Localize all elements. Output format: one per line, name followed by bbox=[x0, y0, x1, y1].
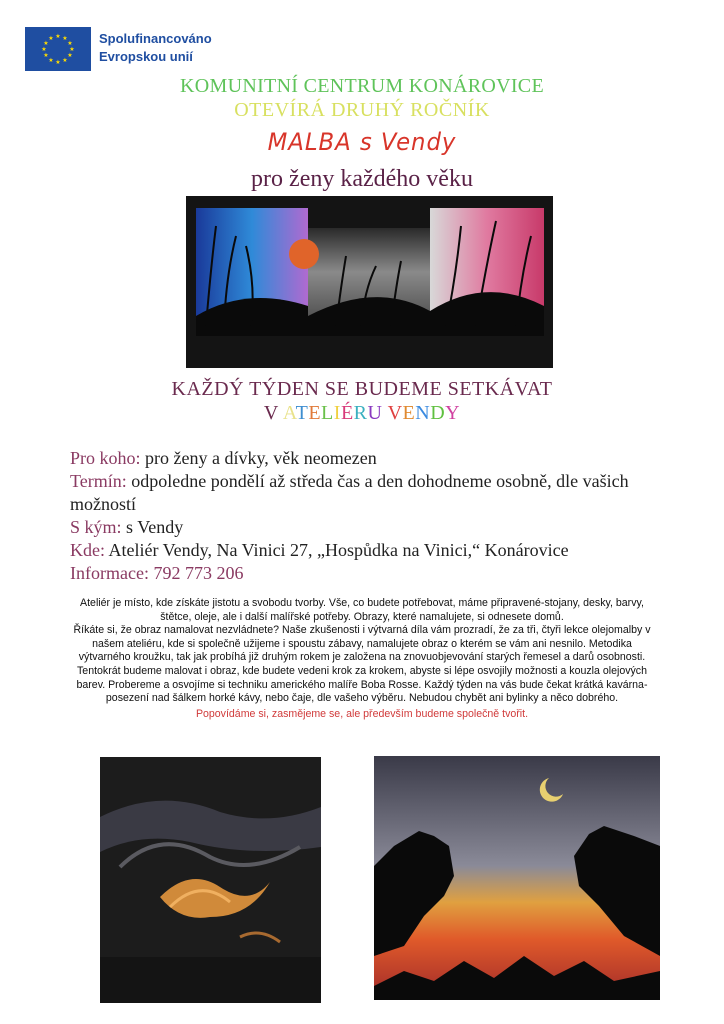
info-label: S kým: bbox=[70, 517, 122, 537]
info-row-with-whom bbox=[70, 516, 690, 539]
heading-letter: Y bbox=[445, 402, 461, 424]
heading-letter: V bbox=[263, 402, 279, 424]
eu-logo bbox=[25, 27, 212, 71]
description-paragraph-2: Říkáte si, že obraz namalovat nezvládnete? Naše zkušenosti i výtvarná díla vám prozradí, že za tři, čtyři lekce olejomalby v našem ateliéru, kde si společně užijeme i spoustu zábavy, namalujete obraz o kterém se vám ani nesnilo. Metodika výtvarného kroužku, tak jak probíhá již druhým rokem je založena na znovuobjevování starých řemesel a darů osobnosti. bbox=[73, 624, 651, 664]
info-row-term bbox=[70, 470, 690, 516]
heading-letter: T bbox=[295, 402, 309, 424]
info-row-for-whom bbox=[70, 447, 690, 470]
svg-text:★: ★ bbox=[62, 57, 68, 64]
organizer-title: KOMUNITNÍ CENTRUM KONÁROVICE bbox=[180, 75, 544, 97]
eu-flag-icon bbox=[25, 27, 91, 71]
eu-line-1: Spolufinancováno bbox=[99, 31, 212, 46]
heading-letter: U bbox=[367, 402, 383, 424]
svg-text:★: ★ bbox=[67, 52, 73, 59]
info-row-contact bbox=[70, 562, 690, 585]
description-paragraph-3: Tentokrát budeme malovat i obraz, kde budete vedeni krok za krokem, abyste si lépe osvojily možnosti a kouzla olejových barev. Probereme a osvojíme si techniku amerického malíře Boba Rosse. Každý týden na vás bude čekat krátká kavárna- posezení nad šálkem horké kávy, nebo čaje, dle vašeho výběru. Nebudou chybět ani bylinky a něco dobrého. bbox=[76, 664, 648, 705]
description bbox=[72, 597, 652, 721]
course-title: MALBA s Vendy bbox=[267, 128, 457, 156]
heading-letter: N bbox=[415, 402, 431, 424]
heading-letter: É bbox=[340, 402, 354, 424]
heading-letter: A bbox=[282, 402, 296, 424]
heading-letter: E bbox=[308, 402, 322, 424]
description-closing: Popovídáme si, zasmějeme se, ale především budeme společně tvořit. bbox=[195, 707, 529, 720]
svg-text:★: ★ bbox=[55, 33, 61, 40]
heading-letter: D bbox=[430, 402, 446, 424]
info-value: s Vendy bbox=[121, 517, 184, 537]
info-block bbox=[70, 447, 690, 585]
painting-horses-image bbox=[374, 756, 660, 1000]
subtitle: OTEVÍRÁ DRUHÝ ROČNÍK bbox=[234, 99, 490, 121]
info-label: Pro koho: bbox=[70, 448, 141, 468]
svg-text:★: ★ bbox=[62, 35, 68, 42]
info-value: Ateliér Vendy, Na Vinici 27, „Hospůdka na Vinici,“ Konárovice bbox=[105, 540, 569, 560]
svg-text:★: ★ bbox=[43, 52, 49, 59]
heading-letter: E bbox=[402, 402, 416, 424]
svg-text:★: ★ bbox=[48, 57, 54, 64]
heading-letter: L bbox=[321, 402, 334, 424]
painting-landscape-image bbox=[100, 757, 321, 1003]
heading-letter: I bbox=[333, 402, 341, 424]
description-paragraph-1: Ateliér je místo, kde získáte jistotu a svobodu tvorby. Vše, co budete potřebovat, máme připravené-stojany, desky, barvy, štětce, oleje, ale i další malířské potřeby. Obrazy, které namalujete, si odnesete domů. bbox=[80, 597, 644, 623]
heading-letter: V bbox=[387, 402, 403, 424]
audience-title: pro ženy každého věku bbox=[251, 166, 473, 192]
info-label: Informace: bbox=[70, 563, 149, 583]
eu-line-2: Evropskou unií bbox=[99, 49, 193, 64]
weekly-heading: KAŽDÝ TÝDEN SE BUDEME SETKÁVAT bbox=[171, 378, 553, 400]
atelier-heading bbox=[0, 402, 724, 425]
info-label: Kde: bbox=[70, 540, 105, 560]
svg-text:★: ★ bbox=[67, 40, 73, 47]
info-value: pro ženy a dívky, věk neomezen bbox=[140, 448, 377, 468]
svg-text:★: ★ bbox=[43, 40, 49, 47]
heading-letter: R bbox=[353, 402, 368, 424]
svg-text:★: ★ bbox=[41, 46, 47, 53]
svg-text:★: ★ bbox=[55, 59, 61, 66]
phone-number: 792 773 206 bbox=[148, 563, 244, 583]
info-row-where bbox=[70, 539, 690, 562]
info-label: Termín: bbox=[70, 471, 127, 491]
painting-triptych-image bbox=[186, 196, 553, 368]
svg-text:★: ★ bbox=[69, 46, 75, 53]
info-value: odpoledne pondělí až středa čas a den dohodneme osobně, dle vašich možností bbox=[70, 471, 629, 514]
eu-text bbox=[99, 30, 212, 66]
svg-text:★: ★ bbox=[48, 35, 54, 42]
